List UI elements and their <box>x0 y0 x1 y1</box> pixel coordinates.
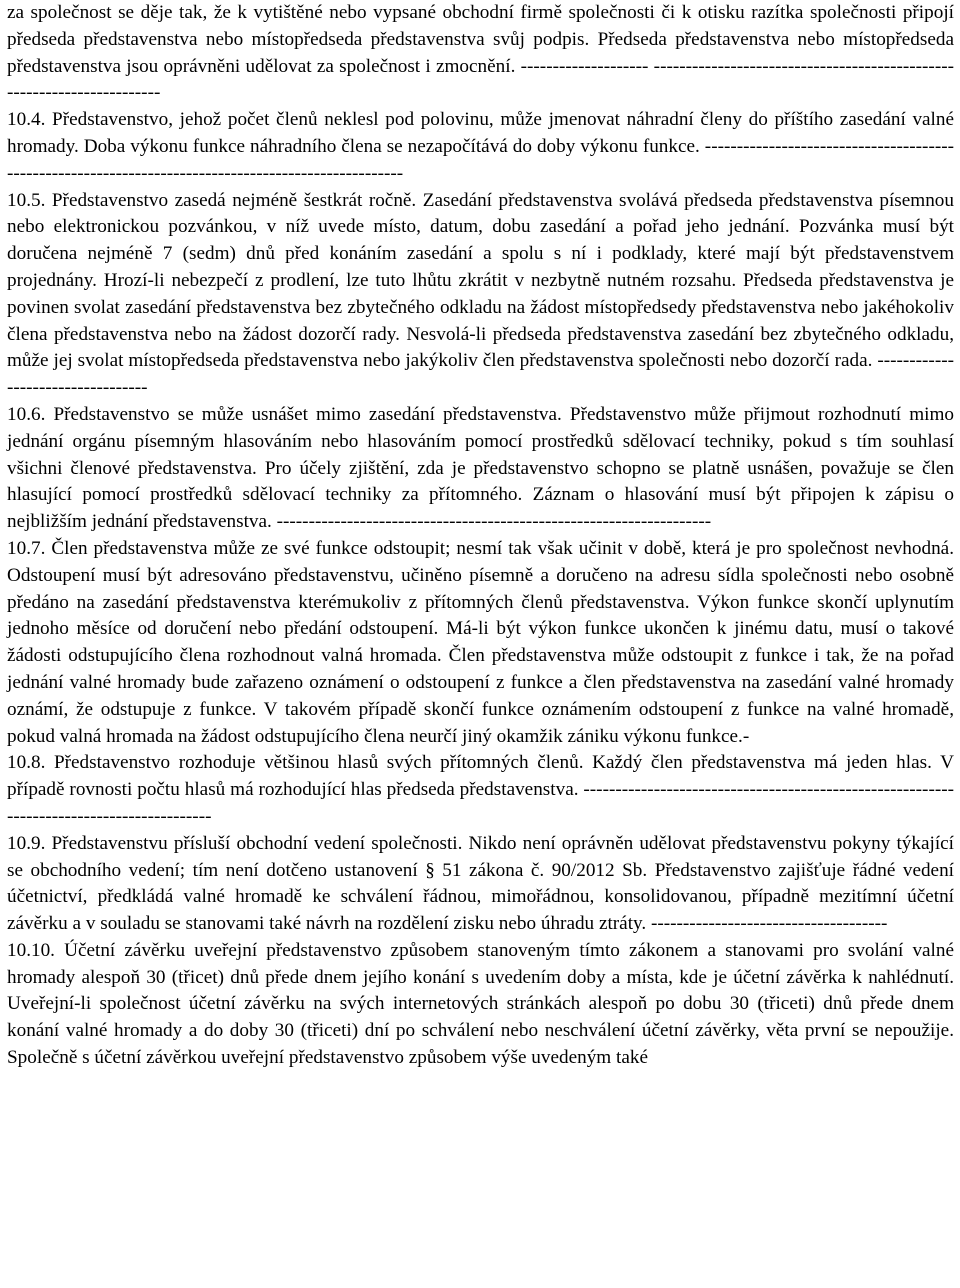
paragraph-10-8: 10.8. Představenstvo rozhoduje většinou hlasů svých přítomných členů. Každý člen představenstva má jeden hlas. V případě rovnosti počtu hlasů má rozhodující hlas předseda představenstva. ------------------------------------------------------------------------------------------ <box>7 752 954 827</box>
paragraph-10-7: 10.7. Člen představenstva může ze své funkce odstoupit; nesmí tak však učinit v době, která je pro společnost nevhodná. Odstoupení musí být adresováno představenstvu, učiněno písemně a doručeno na adresu sídla společnosti nebo osobně předáno na zasedání představenstva kterémukoliv z přítomných členů představenstva. Výkon funkce skončí uplynutím jednoho měsíce od doručení nebo předání odstoupení. Má-li být výkon funkce ukončen k jinému datu, musí o takové žádosti odstupujícího člena rozhodnout valná hromada. Člen představenstva může odstoupit z funkce i tak, že na pořad jednání valné hromady bude zařazeno oznámení o odstoupení z funkce a člen představenstva na zasedání valné hromady oznámí, že odstupuje z funkce. V takovém případě skončí funkce oznámením odstoupení z funkce na valné hromadě, pokud valná hromada na žádost odstupujícího člena neurčí jiný okamžik zániku výkonu funkce.- <box>7 537 954 747</box>
paragraph-10-10: 10.10. Účetní závěrku uveřejní představenstvo způsobem stanoveným tímto zákonem a stanovami pro svolání valné hromady alespoň 30 (třicet) dnů přede dnem jejího konání s uvedením doby a místa, kde je účetní závěrka k nahlédnutí. Uveřejní-li společnost účetní závěrku na svých internetových stránkách alespoň po dobu 30 (třiceti) dnů přede dnem konání valné hromady a do doby 30 (třiceti) dní po schválení nebo neschválení účetní závěrky, věta první se nepoužije. Společně s účetní závěrkou uveřejní představenstvo způsobem výše uvedeným také <box>7 939 954 1069</box>
paragraph-10-4: 10.4. Představenstvo, jehož počet členů neklesl pod polovinu, může jmenovat náhradní členy do příštího zasedání valné hromady. Doba výkonu funkce náhradního člena se nezapočítává do doby výkonu funkce. ----------------------------------------------------------------------------------------------------- <box>7 109 954 184</box>
paragraph-10-5: 10.5. Představenstvo zasedá nejméně šestkrát ročně. Zasedání představenstva svolává předseda představenstva písemnou nebo elektronickou pozvánkou, v níž uvede místo, datum, dobu zasedání a pořad jeho jednání. Pozvánka musí být doručena nejméně 7 (sedm) dnů před konáním zasedání a spolu s ní i podklady, které mají být představenstvem projednány. Hrozí-li nebezpečí z prodlení, lze tuto lhůtu zkrátit v nezbytně nutném rozsahu. Předseda představenstva je povinen svolat zasedání představenstva bez zbytečného odkladu na žádost místopředsedy představenstva nebo jakéhokoliv člena představenstva nebo na žádost dozorčí rady. Nesvolá-li předseda představenstva zasedání bez zbytečného odkladu, může jej svolat místopředseda představenstva nebo jakýkoliv člen představenstva společnosti nebo dozorčí rada. ---------------------------------- <box>7 189 954 399</box>
paragraph-10-6: 10.6. Představenstvo se může usnášet mimo zasedání představenstva. Představenstvo může přijmout rozhodnutí mimo jednání orgánu písemným hlasováním nebo hlasováním pomocí prostředků sdělovací techniky, pokud s tím souhlasí všichni členové představenstva. Pro účely zjištění, zda je představenstvo schopno se platně usnášen, považuje se člen hlasující pomocí prostředků sdělovací techniky za přítomného. Záznam o hlasování musí být připojen k zápisu o nejbližším jednání představenstva. -------------------------------------------------------------------- <box>7 403 954 533</box>
paragraph-10-3-end: za společnost se děje tak, že k vytištěné nebo vypsané obchodní firmě společnosti či k otisku razítka společnosti připojí předseda představenstva nebo místopředseda představenstva svůj podpis. Předseda představenstva nebo místopředseda představenstva jsou oprávněni udělovat za společnost i zmocnění. -------------------- ----------------------------------------------------------------------- <box>7 2 954 104</box>
paragraph-10-9: 10.9. Představenstvu přísluší obchodní vedení společnosti. Nikdo není oprávněn udělovat představenstvu pokyny týkající se obchodního vedení; tím není dotčeno ustanovení § 51 zákona č. 90/2012 Sb. Představenstvo zajišťuje řádné vedení účetnictví, předkládá valné hromadě ke schválení řádnou, mimořádnou, konsolidovanou, případně mezitímní účetní závěrku a v souladu se stanovami také návrh na rozdělení zisku nebo úhradu ztráty. ------------------------------------- <box>7 832 954 935</box>
